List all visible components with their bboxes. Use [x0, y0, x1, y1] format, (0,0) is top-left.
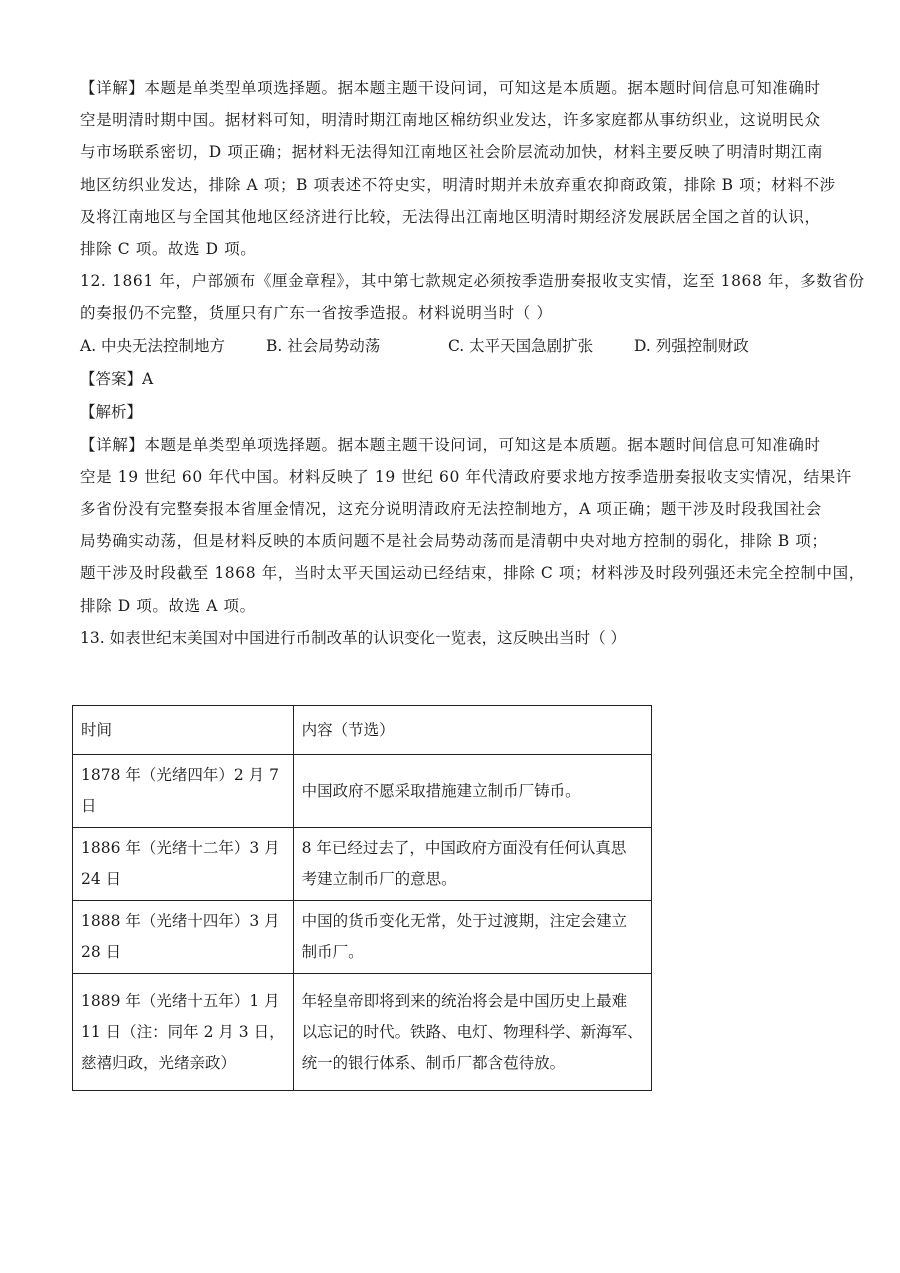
cell-line: 日 [81, 797, 97, 815]
q12-options [80, 330, 820, 363]
cell-line: 中国的货币变化无常，处于过渡期，注定会建立 [301, 912, 628, 930]
cell-line: 1888 年（光绪十四年）3 月 [81, 912, 280, 930]
table-row [73, 755, 652, 828]
q12-detail-line: 【详解】本题是单类型单项选择题。据本题主题干设问词，可知这是本质题。据本题时间信息可知准确时 [80, 435, 821, 454]
cell-line: 1886 年（光绪十二年）3 月 [81, 839, 280, 857]
q12-answer: 【答案】A [80, 369, 154, 388]
q12-detail [80, 429, 865, 622]
table-cell-content [293, 755, 651, 828]
table-cell-content [293, 828, 651, 901]
q12-option-b: B. 社会局势动荡 [266, 336, 381, 355]
cell-line: 以忘记的时代。铁路、电灯、物理科学、新海军、 [301, 1022, 643, 1041]
table-header-time: 时间 [73, 706, 294, 755]
q11-detail-line: 地区纺织业发达，排除 A 项；B 项表述不符史实，明清时期并未放弃重农抑商政策，排除 B 项；材料不涉 [80, 175, 836, 194]
cell-line: 考建立制币厂的意思。 [301, 870, 457, 888]
q12-detail-line: 排除 D 项。故选 A 项。 [80, 596, 256, 615]
q12-option-d: D. 列强控制财政 [634, 336, 749, 355]
table-cell-time [73, 901, 294, 974]
currency-reform-table [72, 705, 652, 1091]
table-header-row [73, 706, 652, 755]
table-header-content: 内容（节选） [293, 706, 651, 755]
cell-line: 慈禧归政，光绪亲政） [81, 1053, 237, 1072]
q12-detail-line: 多省份没有完整奏报本省厘金情况，这充分说明清政府无法控制地方，A 项正确；题干涉及时段我国社会 [80, 500, 822, 519]
q12-detail-line: 局势确实动荡，但是材料反映的本质问题不是社会局势动荡而是清朝中央对地方控制的弱化，排除 B 项； [80, 532, 828, 551]
q12-option-c: C. 太平天国急剧扩张 [448, 336, 594, 355]
table-row [73, 901, 652, 974]
document-page [80, 72, 865, 655]
table-row [73, 974, 652, 1091]
q11-detail-line: 排除 C 项。故选 D 项。 [80, 240, 257, 259]
cell-line: 统一的银行体系、制币厂都含苞待放。 [301, 1053, 566, 1072]
q12-detail-line: 空是 19 世纪 60 年代中国。材料反映了 19 世纪 60 年代清政府要求地方按季造册奏报收支实情况，结果许 [80, 467, 852, 486]
cell-line: 制币厂。 [301, 943, 364, 961]
table-cell-content [293, 901, 651, 974]
cell-line: 1878 年（光绪四年）2 月 7 [81, 766, 279, 784]
table-cell-time [73, 828, 294, 901]
cell-line: 28 日 [81, 943, 122, 961]
table-cell-content [293, 974, 651, 1091]
cell-line: 8 年已经过去了，中国政府方面没有任何认真思 [301, 839, 627, 857]
cell-line: 中国政府不愿采取措施建立制币厂铸币。 [301, 781, 581, 800]
cell-line: 24 日 [81, 870, 122, 888]
q11-detail-line: 【详解】本题是单类型单项选择题。据本题主题干设问词，可知这是本质题。据本题时间信息可知准确时 [80, 79, 821, 97]
q12-analysis-heading: 【解析】 [80, 402, 143, 421]
q12-stem [80, 265, 865, 329]
q13-stem: 13. 如表世纪末美国对中国进行币制改革的认识变化一览表，这反映出当时（ ） [80, 628, 627, 647]
cell-line: 11 日（注：同年 2 月 3 日， [81, 1022, 285, 1041]
q11-detail-line: 空是明清时期中国。据材料可知，明清时期江南地区棉纺织业发达，许多家庭都从事纺织业，这说明民众 [80, 111, 821, 130]
q11-detail-line: 及将江南地区与全国其他地区经济进行比较，无法得出江南地区明清时期经济发展跃居全国之首的认识， [80, 207, 821, 226]
q12-option-a: A. 中央无法控制地方 [80, 336, 226, 355]
q11-detail [80, 72, 836, 265]
q12-stem-line: 的奏报仍不完整，货厘只有广东一省按季造报。材料说明当时（ ） [80, 304, 553, 323]
q12-stem-line: 12. 1861 年，户部颁布《厘金章程》，其中第七款规定必须按季造册奏报收支实情，迄至 1868 年，多数省份 [80, 272, 865, 291]
cell-line: 年轻皇帝即将到来的统治将会是中国历史上最难 [301, 991, 628, 1010]
table-cell-time [73, 974, 294, 1091]
cell-line: 1889 年（光绪十五年）1 月 [81, 991, 280, 1010]
q11-detail-line: 与市场联系密切，D 项正确；据材料无法得知江南地区社会阶层流动加快，材料主要反映了明清时期江南 [80, 143, 824, 162]
table-cell-time [73, 755, 294, 828]
table-row [73, 828, 652, 901]
q12-detail-line: 题干涉及时段截至 1868 年，当时太平天国运动已经结束，排除 C 项；材料涉及时段列强还未完全控制中国， [80, 564, 865, 583]
